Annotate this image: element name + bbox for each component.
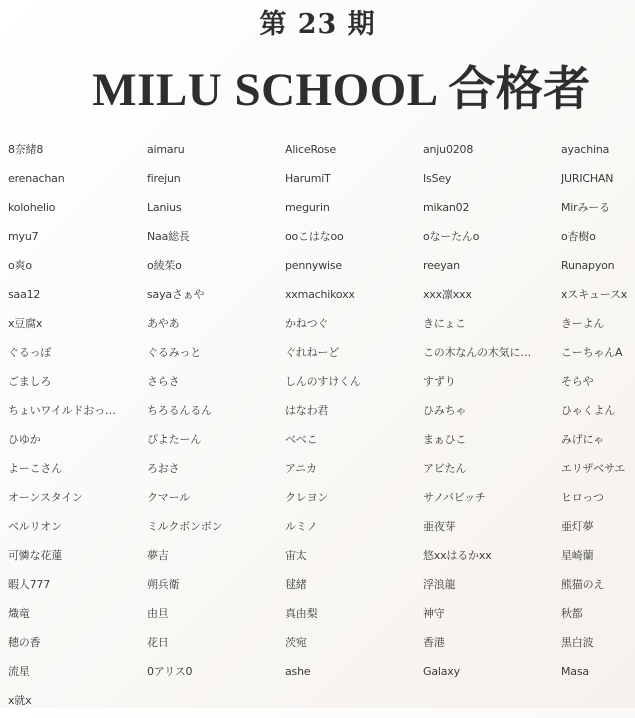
- name-item: 神守: [423, 607, 445, 620]
- name-item: サノバビッチ: [423, 491, 486, 504]
- name-item: ルミノ: [285, 520, 318, 533]
- page-title: MILU SCHOOL 合格者: [92, 64, 591, 116]
- name-item: x豆腐x: [8, 317, 43, 330]
- name-item: firejun: [147, 172, 181, 185]
- name-item: 0アリス0: [147, 665, 193, 678]
- name-item: 亜灯夢: [561, 520, 594, 533]
- name-item: erenachan: [8, 172, 65, 185]
- name-item: みげにゃ: [561, 433, 604, 446]
- name-item: きにょこ: [423, 317, 466, 330]
- name-item: すずり: [423, 375, 456, 388]
- name-item: ベルリオン: [8, 520, 62, 533]
- name-item: Galaxy: [423, 665, 460, 678]
- name-item: 秋都: [561, 607, 583, 620]
- name-item: 黒白波: [561, 636, 594, 649]
- name-item: 夢吉: [147, 549, 169, 562]
- name-item: ayachina: [561, 143, 610, 156]
- issue-heading: 第 23 期: [259, 9, 376, 40]
- name-item: x就x: [8, 694, 32, 707]
- name-item: アニカ: [285, 462, 317, 475]
- name-item: ひゆか: [8, 433, 41, 446]
- name-item: この木なんの木気に…: [423, 346, 531, 359]
- name-item: あやあ: [147, 317, 180, 330]
- name-item: エリザベサエ: [561, 462, 626, 475]
- name-item: Lanius: [147, 201, 182, 214]
- name-item: ちろるんるん: [147, 404, 212, 417]
- name-item: xxmachikoxx: [285, 288, 355, 301]
- name-item: ちょいワイルドおっ…: [8, 404, 116, 417]
- name-item: まぁひこ: [423, 433, 467, 446]
- name-item: ろおさ: [147, 462, 180, 475]
- name-item: ooこはなoo: [285, 230, 344, 243]
- name-item: o爽o: [8, 259, 32, 272]
- names-grid: [8, 138, 635, 718]
- name-item: o綾茱o: [147, 259, 182, 272]
- name-item: kolohelio: [8, 201, 56, 214]
- name-item: 毬緒: [285, 578, 307, 591]
- name-item: Runapyon: [561, 259, 615, 272]
- name-item: ヒロっつ: [561, 491, 604, 504]
- name-item: JURICHAN: [561, 172, 614, 185]
- name-item: クレヨン: [285, 491, 329, 504]
- name-item: Naa総長: [147, 230, 190, 243]
- name-item: 熾竜: [8, 607, 30, 620]
- name-item: saa12: [8, 288, 41, 301]
- name-item: ぐるみっと: [147, 346, 201, 359]
- name-item: mikan02: [423, 201, 470, 214]
- name-item: ごましろ: [8, 375, 52, 388]
- name-item: oなーたんo: [423, 230, 480, 243]
- name-item: オーンスタイン: [8, 491, 83, 504]
- name-item: Mirみーる: [561, 201, 610, 214]
- name-item: アビたん: [423, 462, 467, 475]
- name-item: 熊猫のえ: [561, 578, 605, 591]
- name-item: はなわ君: [285, 404, 329, 417]
- name-item: きーよん: [561, 317, 605, 330]
- name-item: 暇人777: [8, 578, 50, 591]
- name-item: しんのすけくん: [285, 375, 361, 388]
- name-item: pennywise: [285, 259, 342, 272]
- name-item: sayaさぁや: [147, 288, 205, 301]
- name-item: ぴよたーん: [147, 433, 201, 446]
- name-item: anju0208: [423, 143, 474, 156]
- name-item: 宙太: [285, 549, 307, 562]
- name-item: Masa: [561, 665, 589, 678]
- name-item: よーこさん: [8, 462, 62, 475]
- name-item: 由旦: [147, 607, 169, 620]
- name-item: myu7: [8, 230, 39, 243]
- name-item: さらさ: [147, 375, 180, 388]
- name-item: 花日: [147, 636, 169, 649]
- name-item: 可憐な花蓮: [8, 549, 62, 562]
- name-item: べべこ: [285, 433, 318, 446]
- name-item: aimaru: [147, 143, 185, 156]
- name-item: 香港: [423, 636, 445, 649]
- name-item: xxx凛xxx: [423, 288, 472, 301]
- name-item: ashe: [285, 665, 311, 678]
- name-item: こーちゃんA: [561, 346, 623, 359]
- name-item: そらや: [561, 375, 594, 388]
- name-item: 8奈緒8: [8, 143, 44, 156]
- name-item: xスキュースx: [561, 288, 628, 301]
- name-item: 星崎蘭: [561, 549, 594, 562]
- name-item: 真由梨: [285, 607, 318, 620]
- name-item: かねつぐ: [285, 317, 329, 330]
- name-item: ミルクボンボン: [147, 520, 223, 533]
- name-item: ひゃくよん: [561, 404, 615, 417]
- name-item: 浮浪龍: [423, 578, 456, 591]
- name-item: 茨宛: [285, 636, 307, 649]
- name-item: IsSey: [423, 172, 452, 185]
- name-item: AliceRose: [285, 143, 337, 156]
- name-item: o杏樹o: [561, 230, 596, 243]
- name-item: megurin: [285, 201, 330, 214]
- name-item: 亜夜芽: [423, 520, 456, 533]
- name-item: ぐれねーど: [285, 346, 339, 359]
- name-item: クマール: [147, 491, 190, 504]
- name-item: ぐるっぽ: [8, 346, 52, 359]
- name-item: HarumiT: [285, 172, 331, 185]
- name-item: 穂の香: [8, 636, 41, 649]
- name-item: ひみちゃ: [423, 404, 467, 417]
- name-item: reeyan: [423, 259, 460, 272]
- name-item: 悠xxはるかxx: [423, 549, 492, 562]
- name-item: 朔兵衛: [147, 578, 180, 591]
- name-item: 流星: [8, 665, 30, 678]
